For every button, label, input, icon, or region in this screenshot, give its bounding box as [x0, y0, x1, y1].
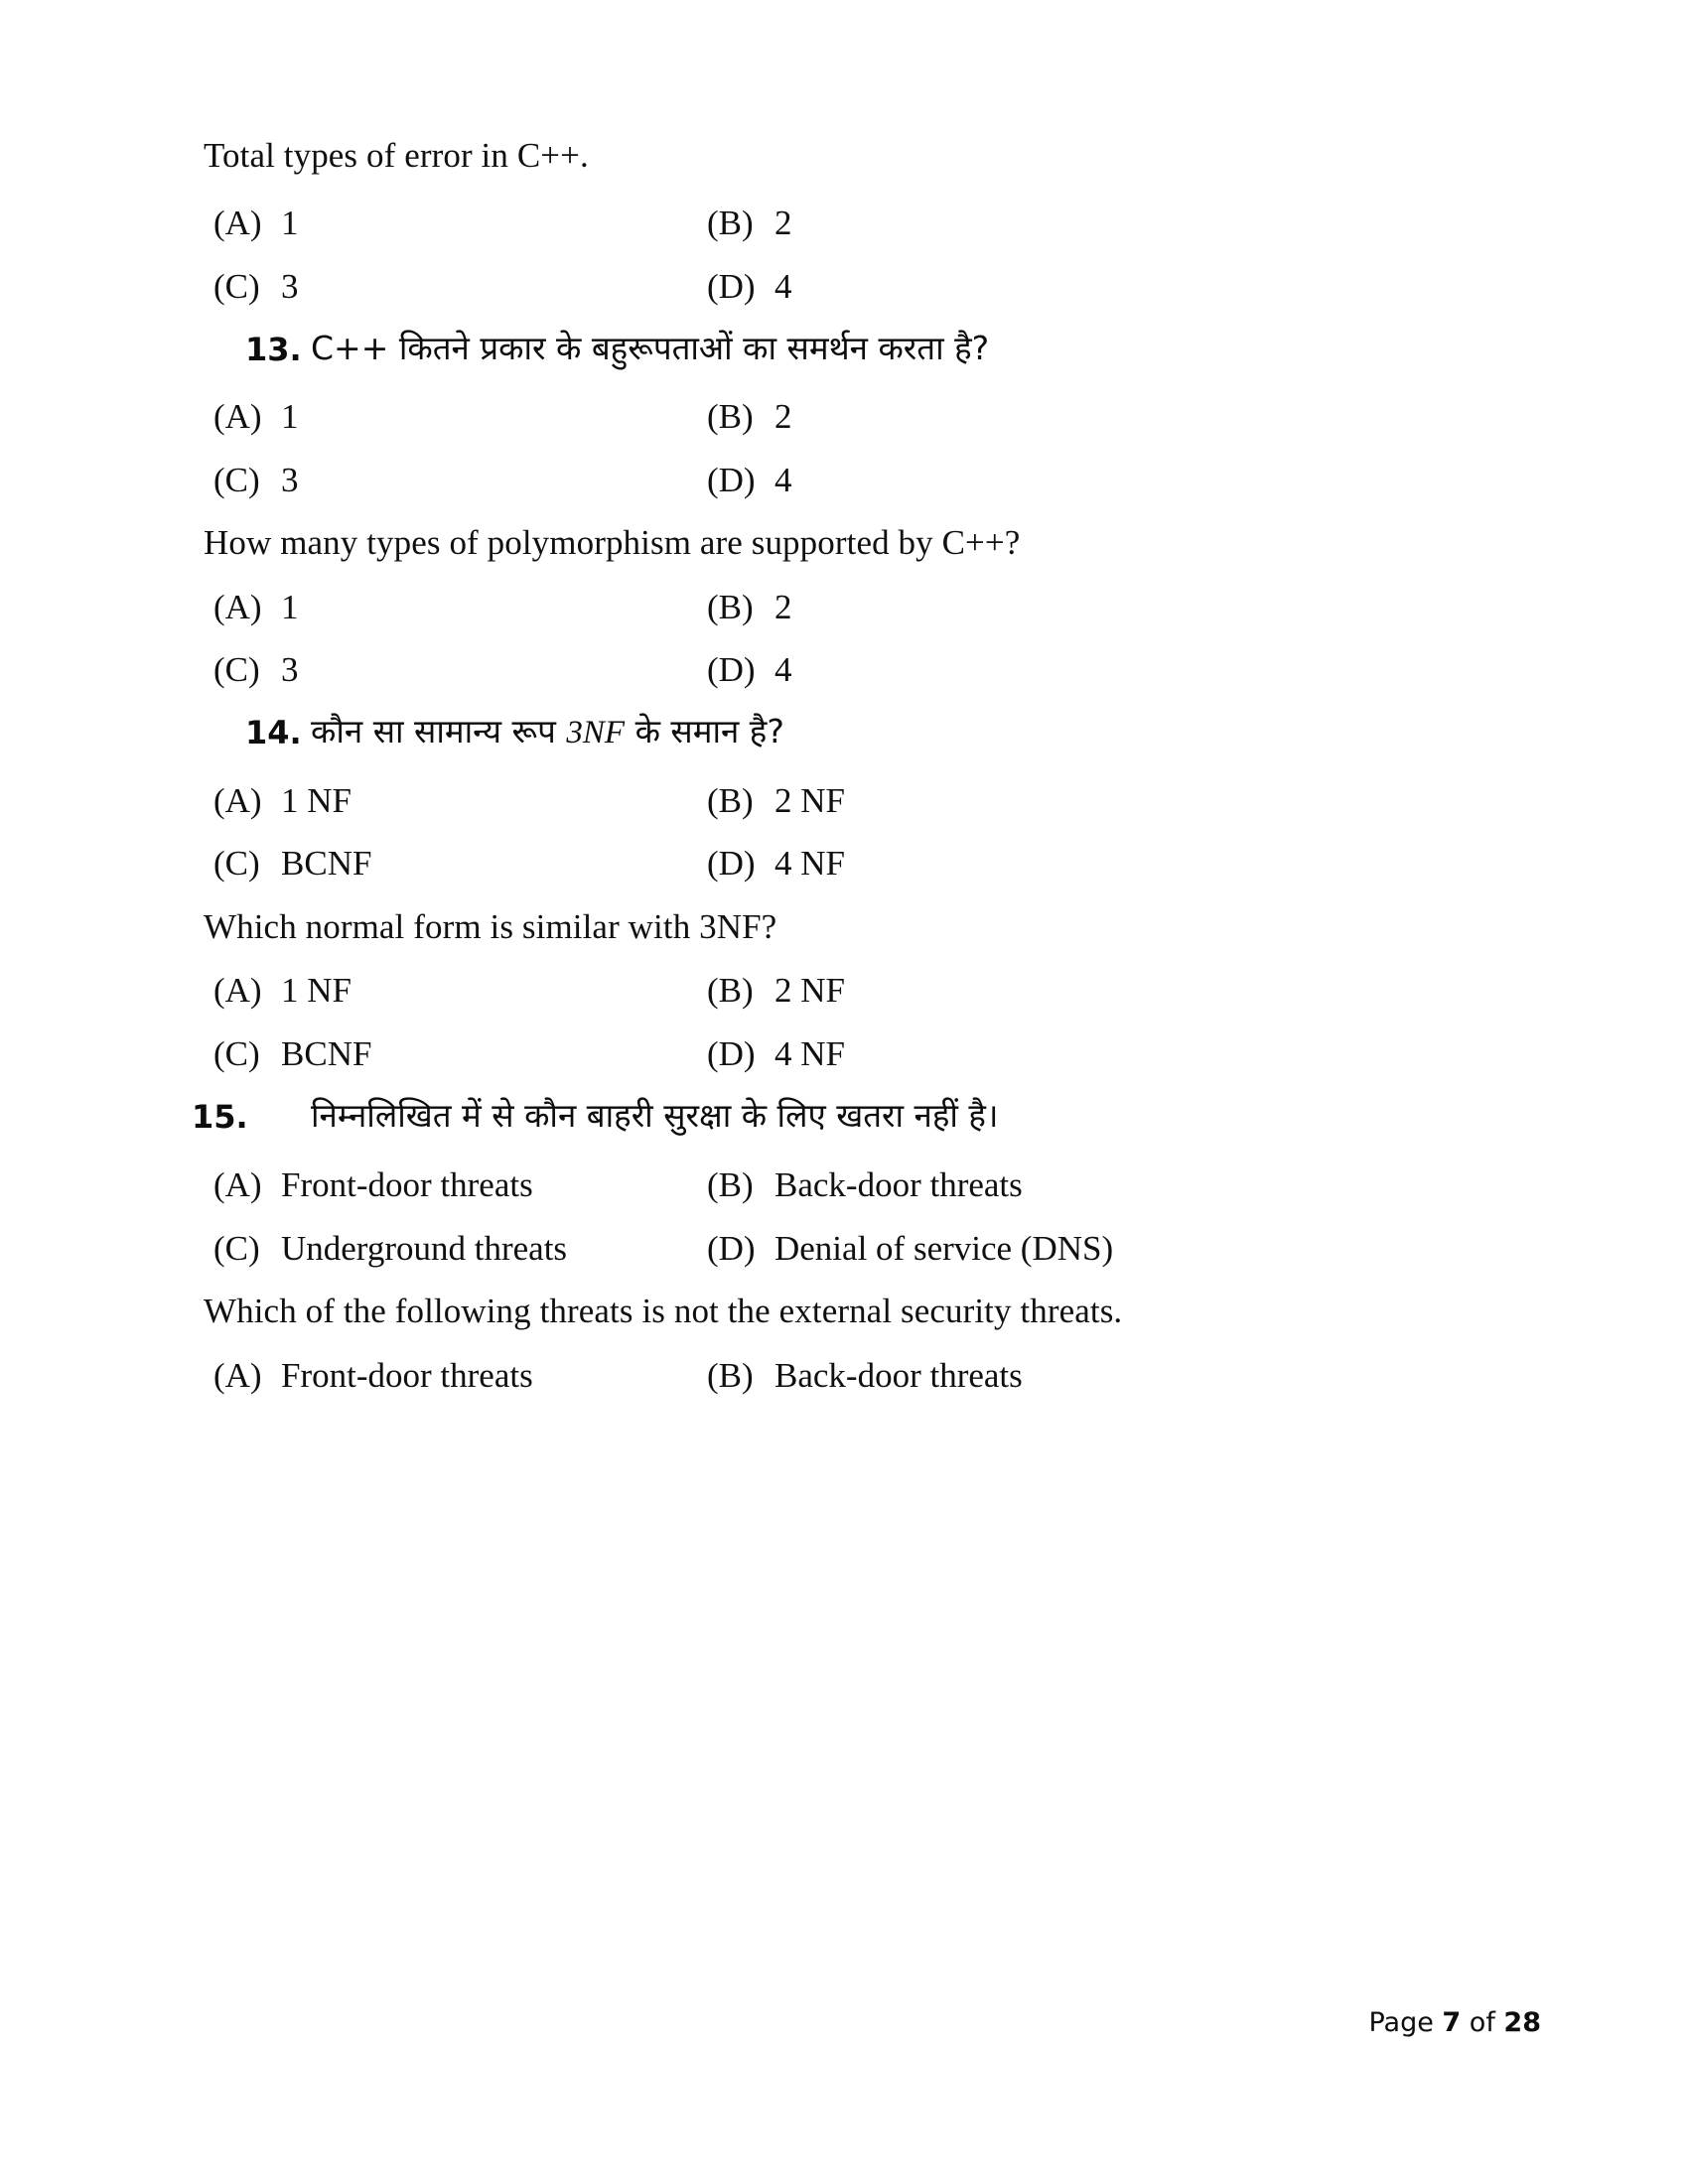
option-c[interactable]	[213, 844, 371, 884]
option-d[interactable]	[707, 461, 792, 500]
question-stem-english: Total types of error in C++.	[204, 136, 589, 175]
option-text: BCNF	[281, 844, 372, 883]
option-text: 2	[774, 588, 792, 626]
question-number: 13.	[245, 331, 302, 368]
option-label: (A)	[213, 1356, 262, 1395]
option-label: (D)	[707, 844, 756, 883]
option-label: (B)	[707, 1165, 754, 1204]
option-text: 3	[281, 267, 299, 306]
footer-current-page: 7	[1442, 2007, 1462, 2038]
option-text: Underground threats	[281, 1229, 568, 1268]
option-text: Denial of service (DNS)	[774, 1229, 1114, 1268]
option-b[interactable]	[707, 397, 792, 437]
option-text: 2	[774, 397, 792, 436]
page-footer	[1368, 2007, 1541, 2038]
option-label: (B)	[707, 588, 754, 626]
option-text: 2 NF	[774, 781, 845, 820]
normal-form-term: 3NF	[566, 715, 626, 751]
option-text: 4	[774, 461, 792, 499]
option-text: 1	[281, 204, 299, 242]
option-label: (A)	[213, 1165, 262, 1204]
option-text: Back-door threats	[774, 1165, 1023, 1204]
option-b[interactable]	[707, 781, 845, 821]
option-label: (D)	[707, 1034, 756, 1073]
option-b[interactable]	[707, 588, 792, 627]
option-a[interactable]	[213, 781, 352, 821]
footer-total-pages: 28	[1503, 2007, 1541, 2038]
option-text: 4 NF	[774, 1034, 845, 1073]
option-label: (A)	[213, 397, 262, 436]
question-stem-hindi	[311, 714, 784, 751]
option-label: (D)	[707, 461, 756, 499]
option-label: (C)	[213, 461, 260, 499]
option-c[interactable]	[213, 1034, 371, 1074]
option-b[interactable]	[707, 971, 845, 1011]
option-text: 1	[281, 588, 299, 626]
option-label: (C)	[213, 267, 260, 306]
option-c[interactable]	[213, 267, 299, 307]
option-label: (A)	[213, 588, 262, 626]
footer-prefix: Page	[1368, 2007, 1443, 2038]
option-label: (D)	[707, 267, 756, 306]
option-label: (C)	[213, 844, 260, 883]
option-label: (B)	[707, 1356, 754, 1395]
option-text: 4	[774, 650, 792, 689]
option-a[interactable]	[213, 588, 299, 627]
question-stem-hindi: C++ कितने प्रकार के बहुरूपताओं का समर्थन करता है?	[311, 329, 990, 367]
option-label: (B)	[707, 781, 754, 820]
question-stem-english: Which normal form is similar with 3NF?	[204, 907, 777, 946]
stem-suffix: के समान है?	[625, 712, 784, 751]
option-label: (B)	[707, 971, 754, 1010]
option-text: 1 NF	[281, 971, 352, 1010]
question-stem-english: Which of the following threats is not the external security threats.	[204, 1292, 1123, 1330]
question-number: 14.	[245, 714, 302, 751]
option-label: (A)	[213, 781, 262, 820]
option-text: 1 NF	[281, 781, 352, 820]
option-text: 3	[281, 650, 299, 689]
option-d[interactable]	[707, 650, 792, 690]
option-a[interactable]	[213, 204, 299, 243]
option-d[interactable]	[707, 844, 845, 884]
option-b[interactable]	[707, 1165, 1023, 1205]
option-label: (C)	[213, 1034, 260, 1073]
option-a[interactable]	[213, 397, 299, 437]
option-a[interactable]	[213, 1356, 533, 1396]
option-text: 1	[281, 397, 299, 436]
stem-prefix: कौन सा सामान्य रूप	[311, 712, 567, 751]
option-text: 4	[774, 267, 792, 306]
option-label: (A)	[213, 971, 262, 1010]
option-label: (C)	[213, 1229, 260, 1268]
question-stem-english: How many types of polymorphism are supported by C++?	[204, 523, 1021, 562]
option-label: (A)	[213, 204, 262, 242]
option-a[interactable]	[213, 971, 352, 1011]
option-b[interactable]	[707, 1356, 1023, 1396]
option-d[interactable]	[707, 267, 792, 307]
option-d[interactable]	[707, 1034, 845, 1074]
option-text: BCNF	[281, 1034, 372, 1073]
question-stem-hindi: निम्नलिखित में से कौन बाहरी सुरक्षा के लिए खतरा नहीं है।	[311, 1096, 999, 1135]
option-c[interactable]	[213, 650, 299, 690]
option-d[interactable]	[707, 1229, 1113, 1269]
option-text: 4 NF	[774, 844, 845, 883]
question-number: 15.	[192, 1098, 248, 1136]
option-c[interactable]	[213, 1229, 567, 1269]
option-text: 3	[281, 461, 299, 499]
option-label: (C)	[213, 650, 260, 689]
option-text: Front-door threats	[281, 1165, 533, 1204]
option-b[interactable]	[707, 204, 792, 243]
option-text: 2 NF	[774, 971, 845, 1010]
option-label: (B)	[707, 204, 754, 242]
option-text: Back-door threats	[774, 1356, 1023, 1395]
option-c[interactable]	[213, 461, 299, 500]
option-a[interactable]	[213, 1165, 533, 1205]
option-label: (B)	[707, 397, 754, 436]
footer-middle: of	[1461, 2007, 1504, 2038]
option-text: Front-door threats	[281, 1356, 533, 1395]
option-label: (D)	[707, 1229, 756, 1268]
option-label: (D)	[707, 650, 756, 689]
option-text: 2	[774, 204, 792, 242]
